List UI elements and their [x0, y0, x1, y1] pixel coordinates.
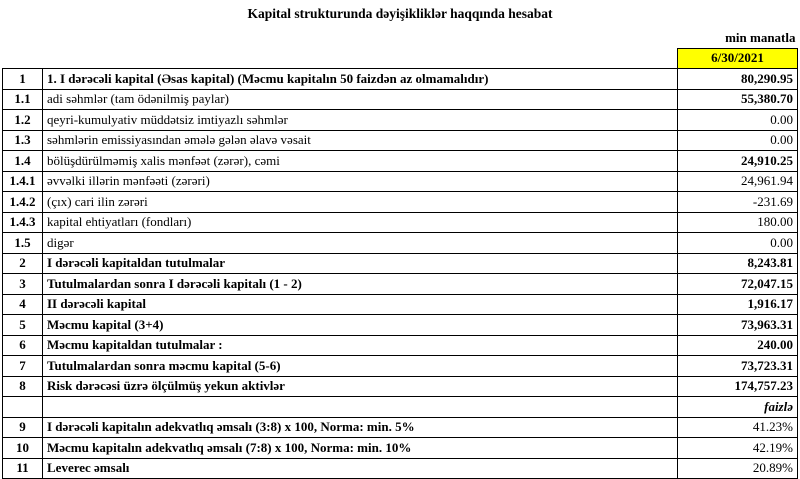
row-number: 1.1 [3, 89, 43, 110]
table-row [3, 212, 798, 233]
row-value: 0.00 [678, 110, 798, 131]
row-number: 3 [3, 274, 43, 295]
row-label: Risk dərəcəsi üzrə ölçülmüş yekun aktivlər [43, 376, 678, 397]
table-row [3, 274, 798, 295]
row-value: 73,723.31 [678, 356, 798, 377]
row-label: (çıx) cari ilin zərəri [43, 192, 678, 213]
date-row [3, 48, 798, 69]
row-number: 4 [3, 294, 43, 315]
date-header: 6/30/2021 [678, 48, 798, 69]
row-number: 7 [3, 356, 43, 377]
table-row [3, 397, 798, 418]
row-label: adi səhmlər (tam ödənilmiş paylar) [43, 89, 678, 110]
table-row [3, 192, 798, 213]
table-row [3, 356, 798, 377]
row-label: Leverec əmsalı [43, 458, 678, 479]
row-value: 240.00 [678, 335, 798, 356]
table-row [3, 89, 798, 110]
row-label: I dərəcəli kapitaldan tutulmalar [43, 253, 678, 274]
table-row [3, 438, 798, 459]
unit-row-spacer [3, 28, 678, 48]
row-label: Tutulmalardan sonra I dərəcəli kapitalı (1 - 2) [43, 274, 678, 295]
row-value: 180.00 [678, 212, 798, 233]
row-label: kapital ehtiyatları (fondları) [43, 212, 678, 233]
row-value: 73,963.31 [678, 315, 798, 336]
row-label: Məcmu kapital (3+4) [43, 315, 678, 336]
row-value: 174,757.23 [678, 376, 798, 397]
row-label: səhmlərin emissiyasından əmələ gələn əlavə vəsait [43, 130, 678, 151]
row-label: qeyri-kumulyativ müddətsiz imtiyazlı səhmlər [43, 110, 678, 131]
row-number: 2 [3, 253, 43, 274]
row-value: 72,047.15 [678, 274, 798, 295]
row-number: 5 [3, 315, 43, 336]
table-row [3, 110, 798, 131]
row-number: 11 [3, 458, 43, 479]
row-value: 0.00 [678, 130, 798, 151]
row-value: 0.00 [678, 233, 798, 254]
table-row [3, 458, 798, 479]
row-number: 9 [3, 417, 43, 438]
row-label [43, 397, 678, 418]
table-row [3, 335, 798, 356]
table-row [3, 253, 798, 274]
table-row [3, 294, 798, 315]
unit-label: min manatla [678, 28, 798, 48]
row-number: 1.3 [3, 130, 43, 151]
row-label: Məcmu kapitaldan tutulmalar : [43, 335, 678, 356]
row-label: Məcmu kapitalın adekvatlıq əmsalı (7:8) x 100, Norma: min. 10% [43, 438, 678, 459]
table-row [3, 417, 798, 438]
row-number: 1.4.3 [3, 212, 43, 233]
table-row [3, 315, 798, 336]
row-value: 1,916.17 [678, 294, 798, 315]
row-value: 80,290.95 [678, 69, 798, 90]
row-label: 1. I dərəcəli kapital (Əsas kapital) (Məcmu kapitalın 50 faizdən az olmamalıdır) [43, 69, 678, 90]
row-number: 1.4.1 [3, 171, 43, 192]
row-number: 1.4.2 [3, 192, 43, 213]
row-label: bölüşdürülməmiş xalis mənfəət (zərər), cəmi [43, 151, 678, 172]
row-label: digər [43, 233, 678, 254]
row-label: Tutulmalardan sonra məcmu kapital (5-6) [43, 356, 678, 377]
row-number [3, 397, 43, 418]
row-number: 10 [3, 438, 43, 459]
row-number: 1.5 [3, 233, 43, 254]
row-number: 1 [3, 69, 43, 90]
table-row [3, 69, 798, 90]
row-label: əvvəlki illərin mənfəəti (zərəri) [43, 171, 678, 192]
row-value: 41.23% [678, 417, 798, 438]
table-row [3, 130, 798, 151]
page-title: Kapital strukturunda dəyişikliklər haqqında hesabat [247, 6, 553, 21]
row-value: -231.69 [678, 192, 798, 213]
row-value: 24,961.94 [678, 171, 798, 192]
row-number: 6 [3, 335, 43, 356]
row-value: faizlə [678, 397, 798, 418]
row-value: 42.19% [678, 438, 798, 459]
row-label: II dərəcəli kapital [43, 294, 678, 315]
row-number: 8 [3, 376, 43, 397]
row-number: 1.4 [3, 151, 43, 172]
row-number: 1.2 [3, 110, 43, 131]
unit-row [3, 28, 798, 48]
row-label: I dərəcəli kapitalın adekvatlıq əmsalı (3:8) x 100, Norma: min. 5% [43, 417, 678, 438]
row-value: 20.89% [678, 458, 798, 479]
table-body [3, 69, 798, 479]
row-value: 8,243.81 [678, 253, 798, 274]
date-row-spacer [3, 48, 678, 69]
table-row [3, 376, 798, 397]
table-row [3, 151, 798, 172]
table-row [3, 171, 798, 192]
row-value: 55,380.70 [678, 89, 798, 110]
row-value: 24,910.25 [678, 151, 798, 172]
capital-structure-table [2, 28, 798, 479]
table-row [3, 233, 798, 254]
